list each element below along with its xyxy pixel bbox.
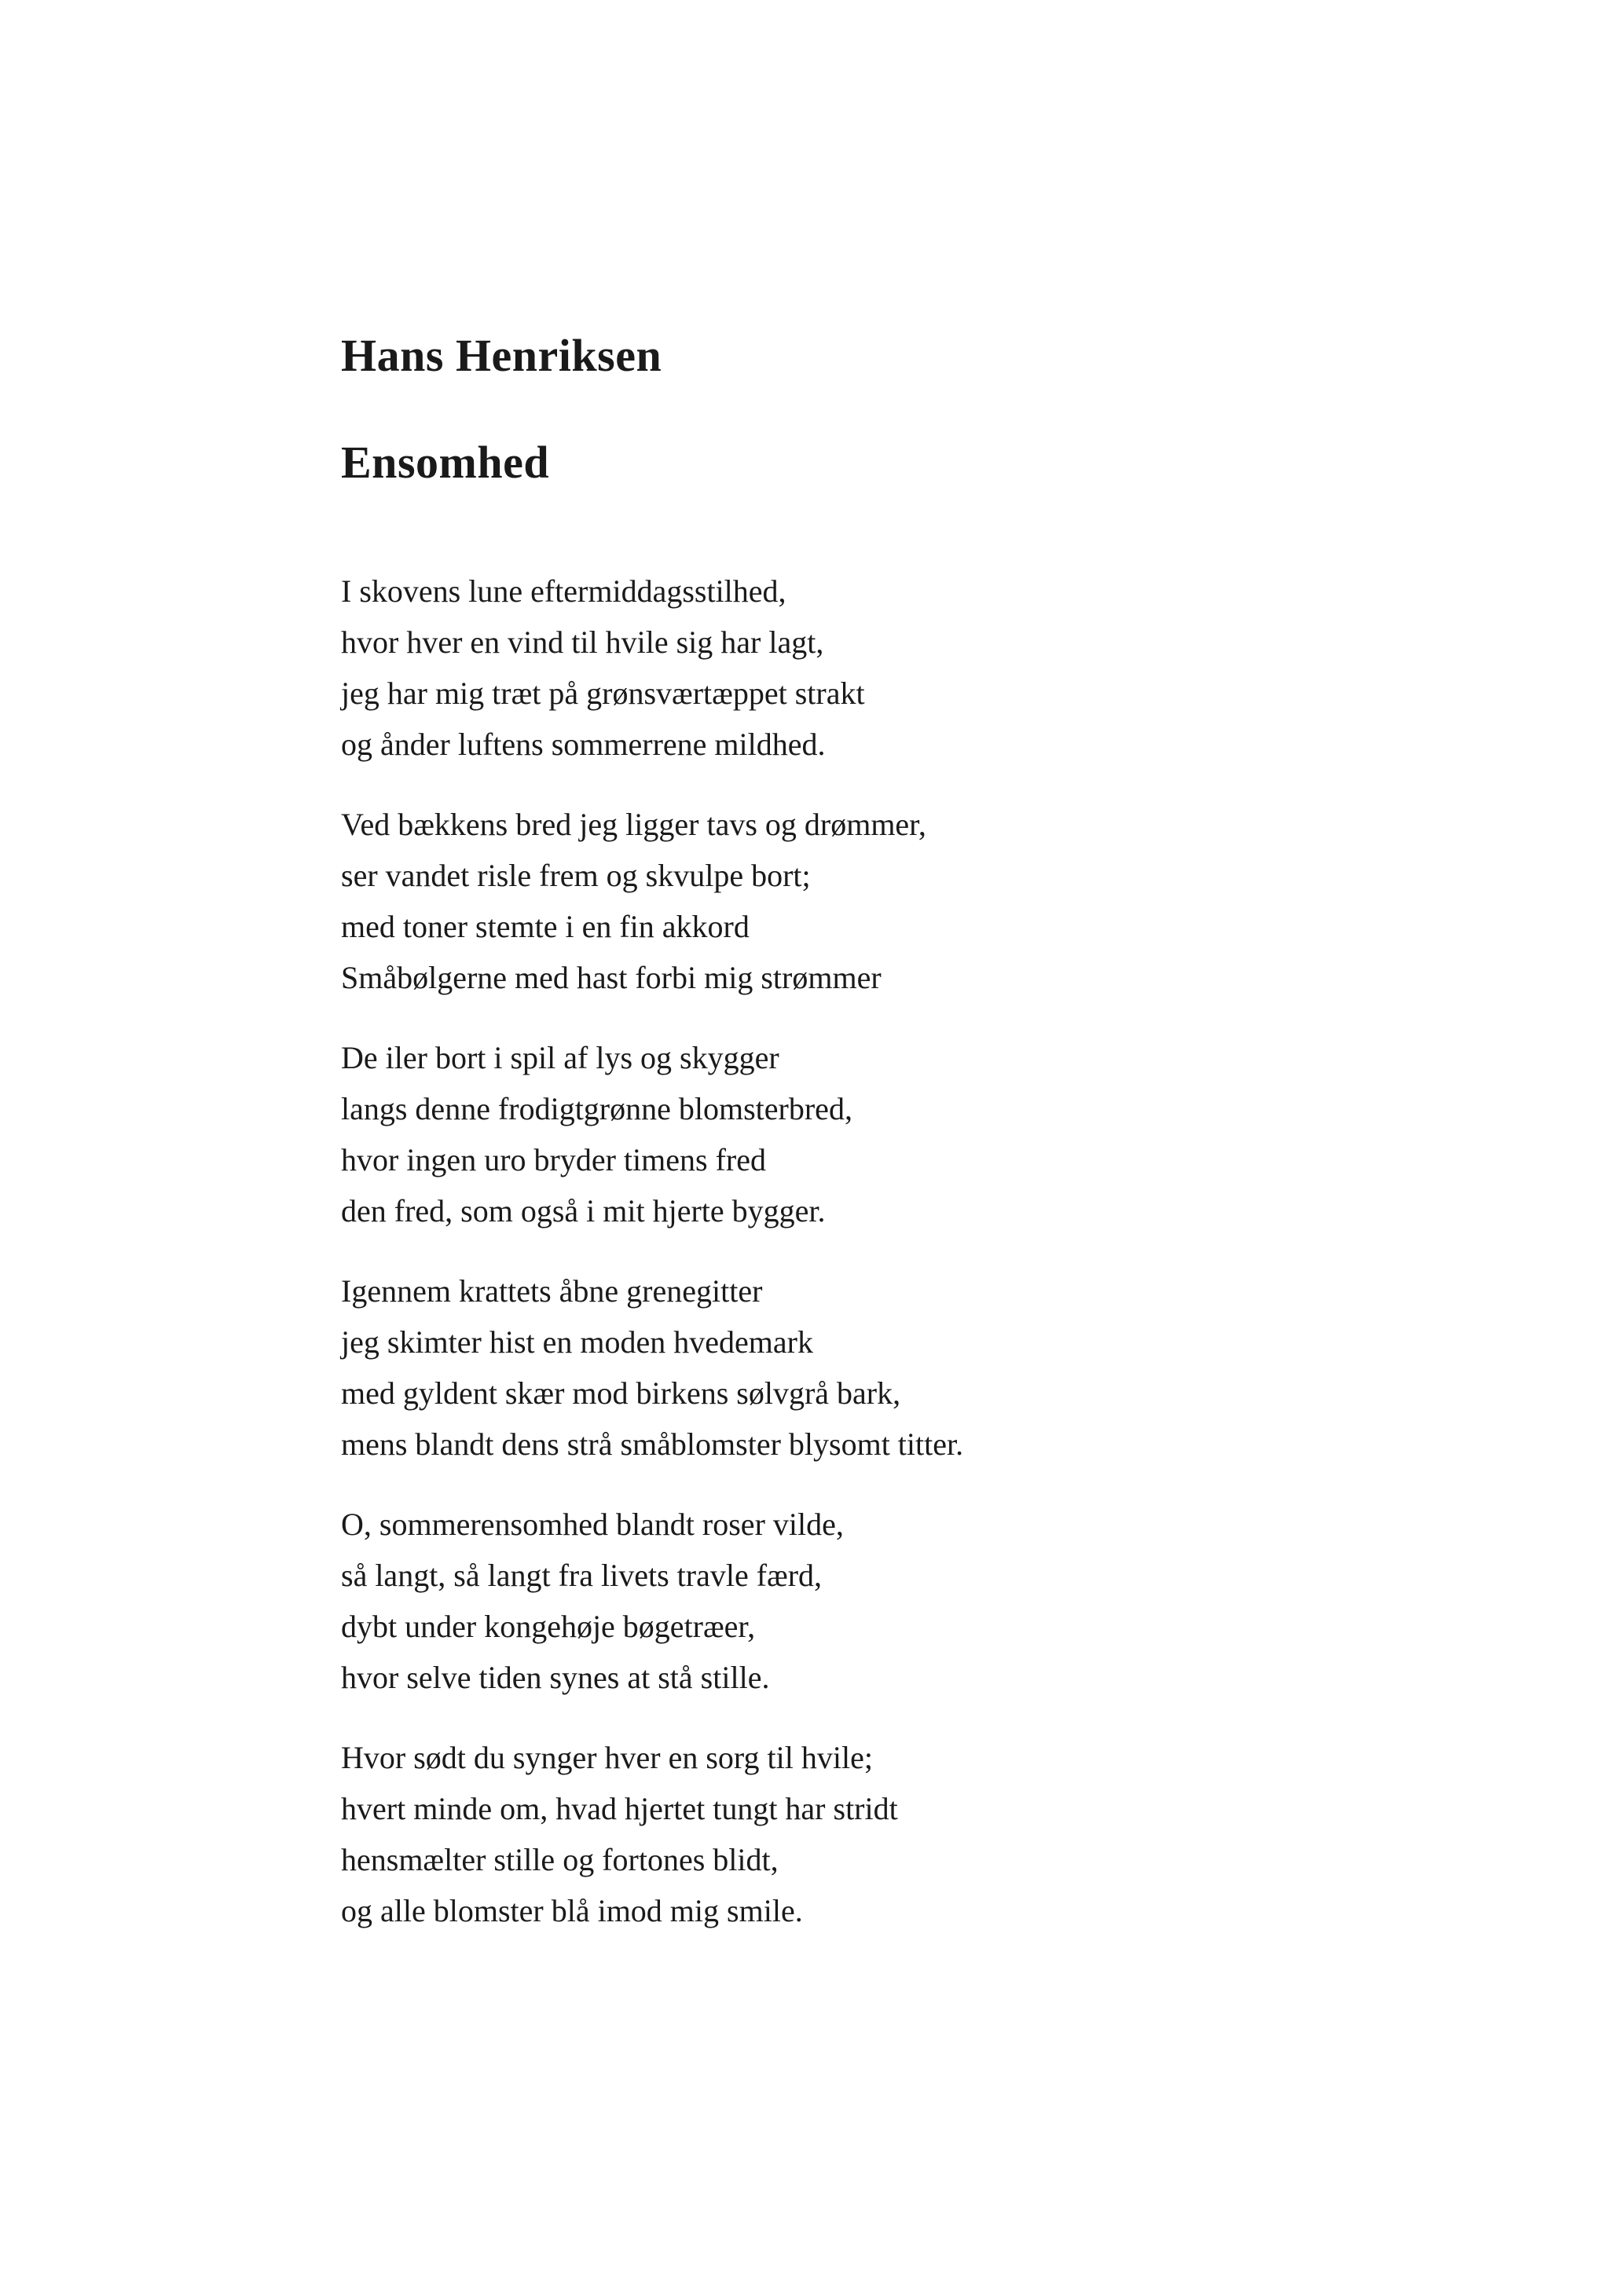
poem-line: og alle blomster blå imod mig smile. <box>341 1893 803 1928</box>
poem-line: den fred, som også i mit hjerte bygger. <box>341 1193 826 1229</box>
stanza-6 <box>341 1732 1441 1936</box>
poem-line: hvor ingen uro bryder timens fred <box>341 1142 766 1177</box>
poem-line: Ved bækkens bred jeg ligger tavs og drømmer, <box>341 807 926 842</box>
poem-line: Igennem krattets åbne grenegitter <box>341 1273 763 1309</box>
poem-line: O, sommerensomhed blandt roser vilde, <box>341 1507 844 1542</box>
poem-line: Småbølgerne med hast forbi mig strømmer <box>341 960 882 995</box>
poem-line: De iler bort i spil af lys og skygger <box>341 1040 779 1075</box>
poem-line: jeg har mig træt på grønsværtæppet strakt <box>341 676 865 711</box>
poem-line: med gyldent skær mod birkens sølvgrå bark, <box>341 1375 901 1411</box>
stanza-4 <box>341 1265 1441 1470</box>
document-page <box>341 328 1441 1965</box>
poem-body <box>341 566 1441 1936</box>
poem-line: ser vandet risle frem og skvulpe bort; <box>341 858 811 893</box>
poem-line: med toner stemte i en fin akkord <box>341 909 750 944</box>
poem-title: Ensomhed <box>341 437 550 488</box>
stanza-2 <box>341 799 1441 1003</box>
stanza-1 <box>341 566 1441 770</box>
poem-line: og ånder luftens sommerrene mildhed. <box>341 727 826 762</box>
poem-line: I skovens lune eftermiddagsstilhed, <box>341 573 786 609</box>
poem-line: Hvor sødt du synger hver en sorg til hvile; <box>341 1740 873 1775</box>
stanza-3 <box>341 1032 1441 1236</box>
poem-line: mens blandt dens strå småblomster blysomt titter. <box>341 1426 964 1462</box>
poem-line: hvor selve tiden synes at stå stille. <box>341 1660 770 1695</box>
poem-line: dybt under kongehøje bøgetræer, <box>341 1609 756 1644</box>
stanza-5 <box>341 1499 1441 1703</box>
poem-line: hvor hver en vind til hvile sig har lagt, <box>341 624 824 660</box>
poem-line: jeg skimter hist en moden hvedemark <box>341 1324 813 1360</box>
author-name: Hans Henriksen <box>341 330 662 381</box>
poem-line: hensmælter stille og fortones blidt, <box>341 1842 779 1877</box>
poem-line: så langt, så langt fra livets travle færd, <box>341 1558 823 1593</box>
poem-line: langs denne frodigtgrønne blomsterbred, <box>341 1091 852 1126</box>
poem-line: hvert minde om, hvad hjertet tungt har stridt <box>341 1791 898 1826</box>
